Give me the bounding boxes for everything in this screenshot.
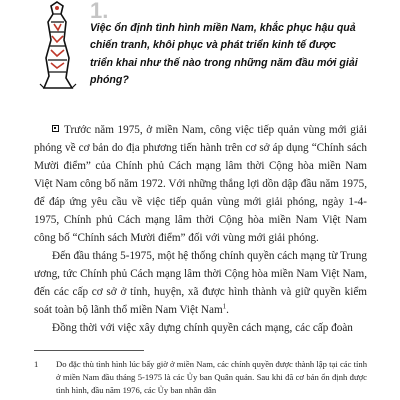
footnote-number: 1 [34,359,39,369]
paragraph [34,121,367,247]
chapter-question: Việc ổn định tình hình miền Nam, khắc phục hậu quả chiến tranh, khôi phục và phát triển kinh tế được triển khai như thế nào trong những năm đầu mới giải phóng? [90,22,358,86]
paragraph [34,319,367,337]
paragraph-text: Đến đầu tháng 5-1975, một hệ thống chính quyền cách mạng từ Trung ương, tức Chính phủ Cách mạng lâm thời Cộng hòa miền Nam Việt Nam, đến các cấp cơ sở ở tỉnh, huyện, xã được hình thành và giữ quyền kiểm soát toàn bộ lãnh thổ miền Nam Việt Nam [34,250,367,316]
footnote [34,358,367,396]
paragraph-text: Đồng thời với việc xây dựng chính quyền cách mạng, các cấp đoàn [52,322,353,334]
footnote-text: Do đặc thù tình hình lúc bấy giờ ở miền Nam, các chính quyền được thành lập tại các tỉnh ở miền Nam đầu tháng 5-1975 là các Ủy ban Quân quản. Sau khi đã cơ bản ổn định được tình hình, đầu năm 1976, các Ủy ban nhân dân [56,359,367,395]
chapter-number: 1. [90,0,109,23]
footnote-divider [34,350,144,351]
body-text [34,121,367,337]
square-bullet-icon [52,125,59,132]
footnote-reference[interactable]: 1 [222,302,227,311]
illustrated-figure-emblem-icon [36,0,78,90]
paragraph-text: Trước năm 1975, ở miền Nam, công việc tiếp quản vùng mới giải phóng về cơ bản do địa phương tiến hành trên cơ sở áp dụng “Chính sách Mười điểm” của Chính phủ Cách mạng lâm thời Cộng hòa miền Nam Việt Nam công bố năm 1972. Với những thắng lợi dồn dập đầu năm 1975, để đáp ứng yêu cầu về việc tiếp quản vùng mới giải phóng, ngày 1-4-1975, Chính phủ Cách mạng lâm thời Cộng hòa miền Nam Việt Nam công bố “Chính sách Mười điểm” đối với vùng mới giải phóng. [34,124,367,244]
paragraph: Đến đầu tháng 5-1975, một hệ thống chính quyền cách mạng từ Trung ương, tức Chính phủ Cách mạng lâm thời Cộng hòa miền Nam Việt Nam, đến các cấp cơ sở ở tỉnh, huyện, xã được hình thành và giữ quyền kiểm soát toàn bộ lãnh thổ miền Nam Việt Nam$^1$. [34,250,367,316]
